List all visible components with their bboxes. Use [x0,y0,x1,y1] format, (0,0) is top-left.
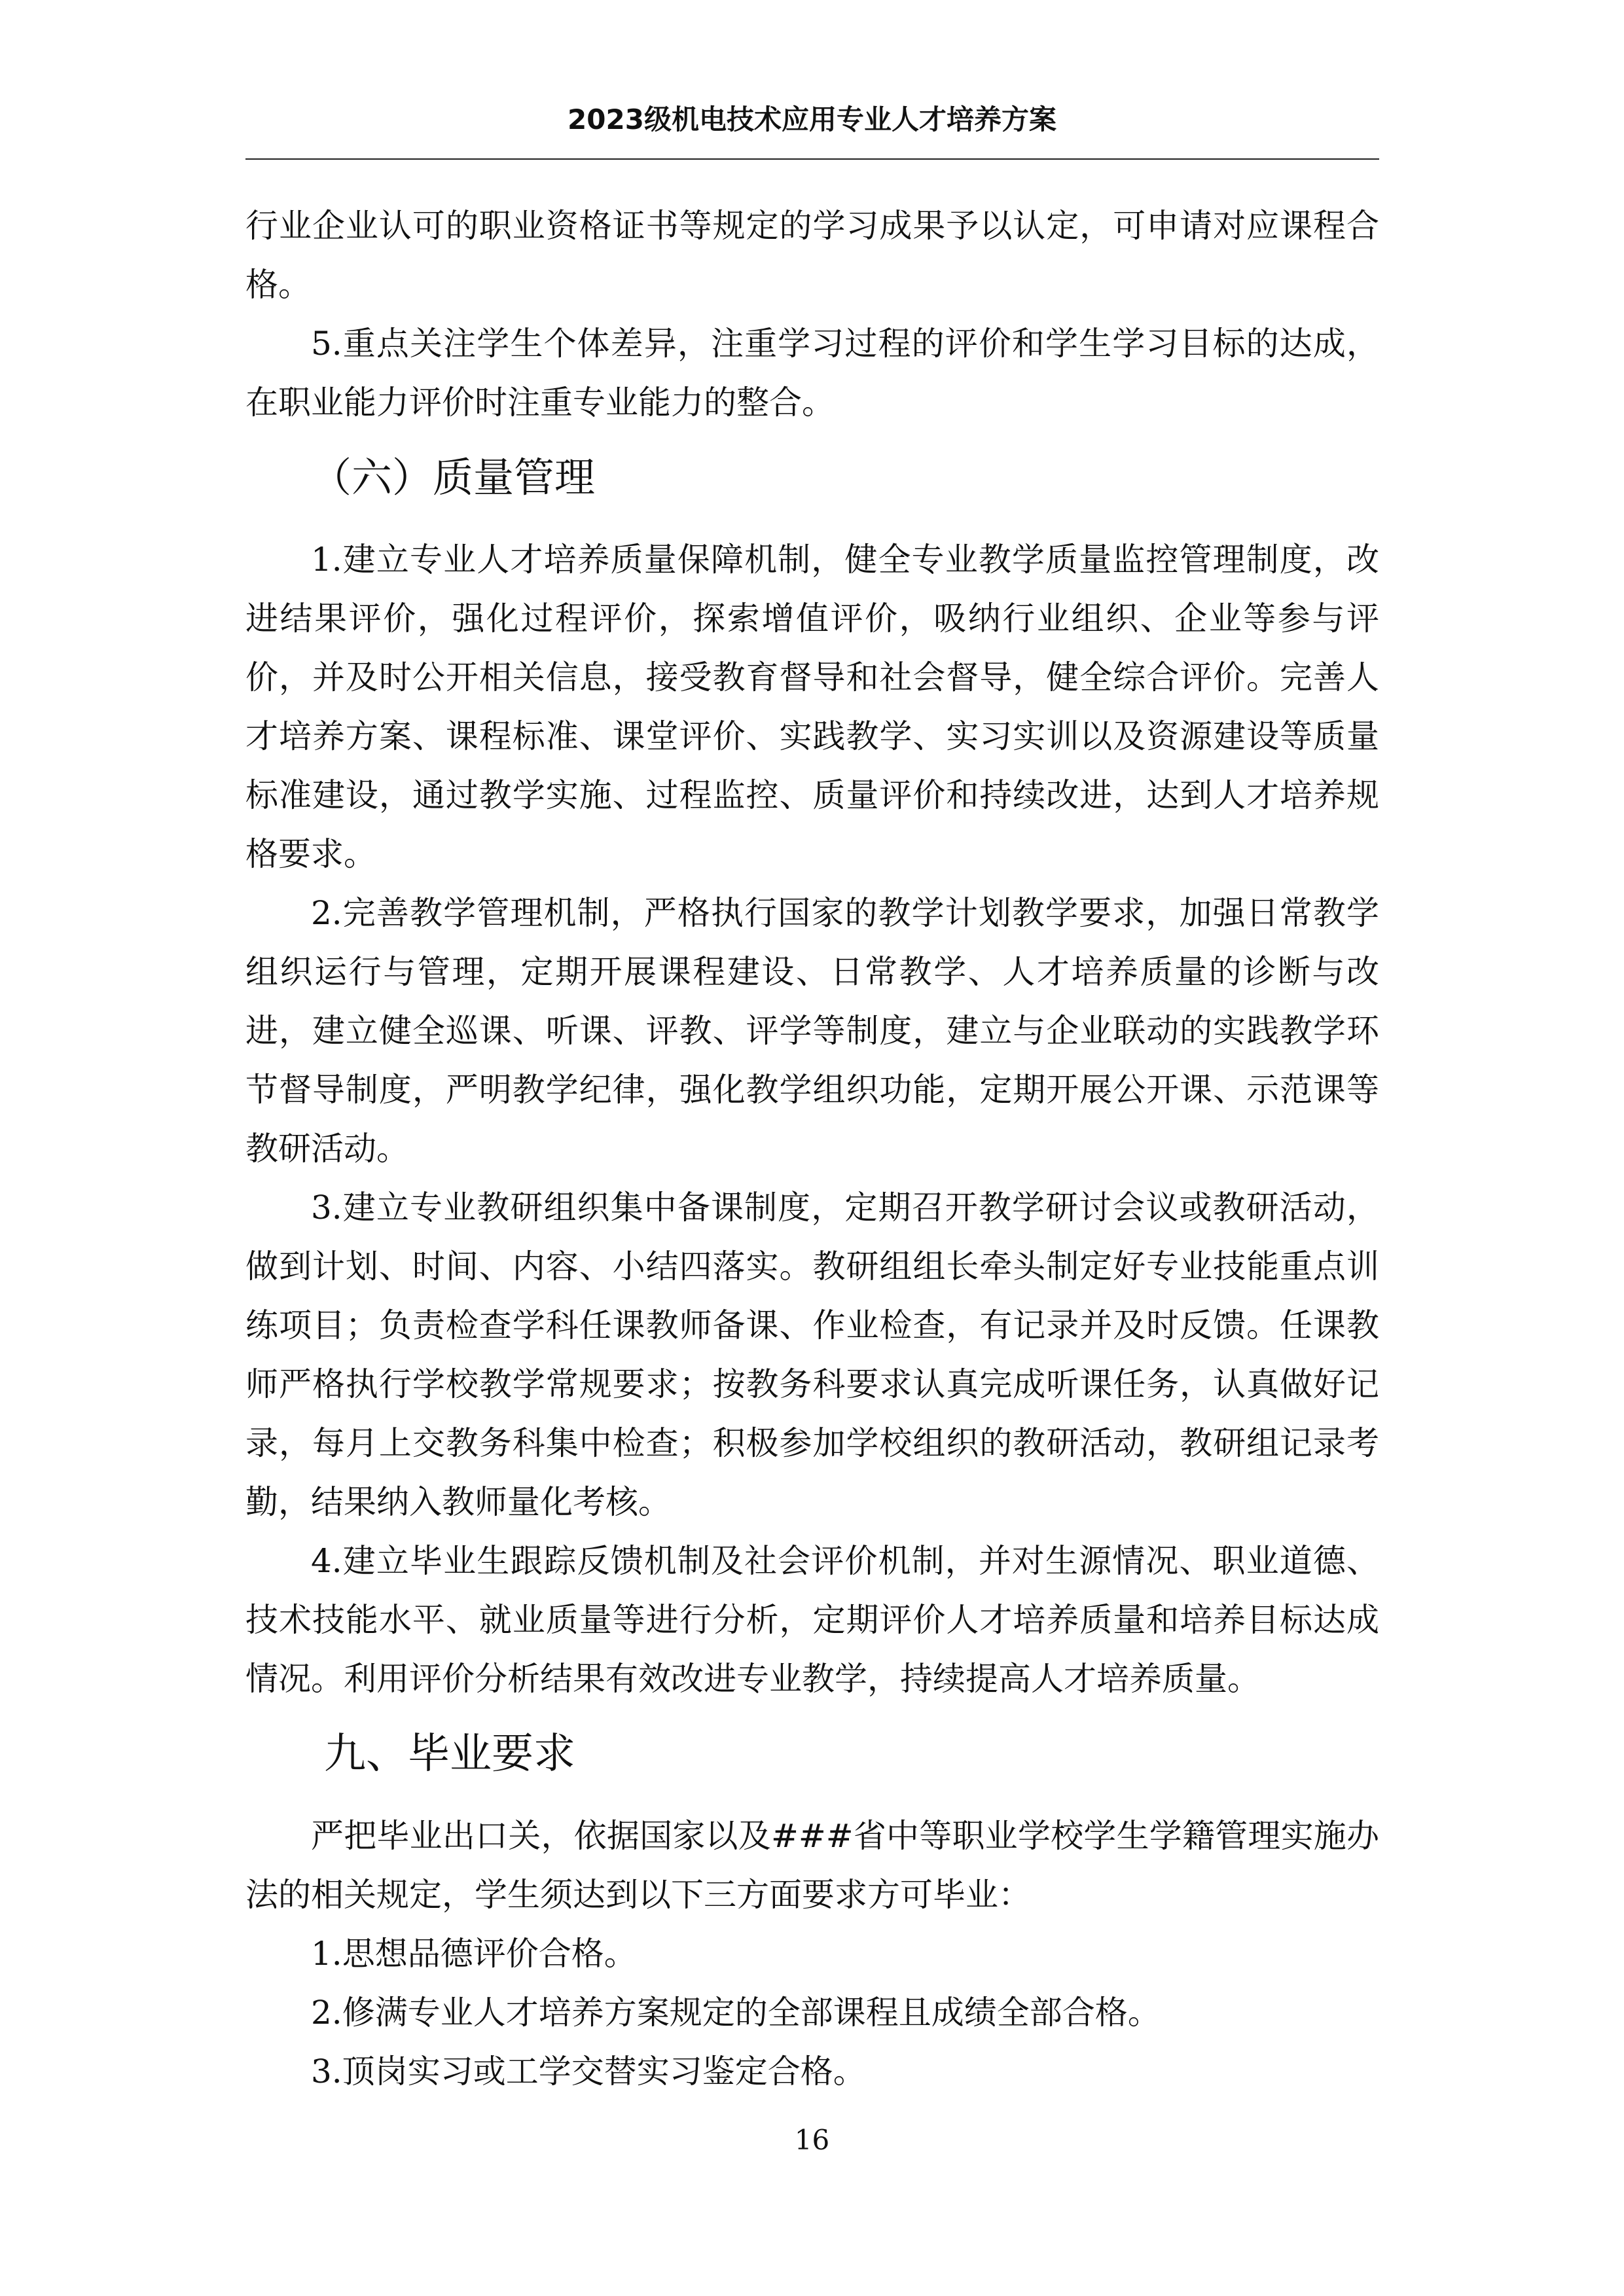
paragraph-intro-2: 5.重点关注学生个体差异，注重学习过程的评价和学生学习目标的达成，在职业能力评价时注重专业能力的整合。 [245,325,1379,422]
paragraph-graduation-intro: 严把毕业出口关，依据国家以及###省中等职业学校学生学籍管理实施办法的相关规定，学生须达到以下三方面要求方可毕业： [245,1817,1379,1914]
section-heading-graduation: 九、毕业要求 [324,1730,575,1778]
paragraph-quality-2: 2.完善教学管理机制，严格执行国家的教学计划教学要求，加强日常教学组织运行与管理，定期开展课程建设、日常教学、人才培养质量的诊断与改进，建立健全巡课、听课、评教、评学等制度，建立与企业联动的实践教学环节督导制度，严明教学纪律，强化教学组织功能，定期开展公开课、示范课等教研活动。 [245,894,1379,1168]
page-number: 16 [794,2124,830,2156]
graduation-item: 2.修满专业人才培养方案规定的全部课程且成绩全部合格。 [311,1994,1161,2032]
paragraph-quality-1: 1.建立专业人才培养质量保障机制，健全专业教学质量监控管理制度，改进结果评价，强化过程评价，探索增值评价，吸纳行业组织、企业等参与评价，并及时公开相关信息，接受教育督导和社会督导，健全综合评价。完善人才培养方案、课程标准、课堂评价、实践教学、实习实训以及资源建设等质量标准建设，通过教学实施、过程监控、质量评价和持续改进，达到人才培养规格要求。 [245,541,1379,873]
section-heading-quality: （六）质量管理 [311,454,596,501]
paragraph-quality-4: 4.建立毕业生跟踪反馈机制及社会评价机制，并对生源情况、职业道德、技术技能水平、就业质量等进行分析，定期评价人才培养质量和培养目标达成情况。利用评价分析结果有效改进专业教学，持续提高人才培养质量。 [245,1542,1379,1698]
paragraph-quality-3: 3.建立专业教研组织集中备课制度，定期召开教学研讨会议或教研活动，做到计划、时间、内容、小结四落实。教研组组长牵头制定好专业技能重点训练项目；负责检查学科任课教师备课、作业检查，有记录并及时反馈。任课教师严格执行学校教学常规要求；按教务科要求认真完成听课任务，认真做好记录，每月上交教务科集中检查；积极参加学校组织的教研活动，教研组记录考勤，结果纳入教师量化考核。 [245,1189,1379,1521]
header-rule [245,158,1379,160]
graduation-item: 1.思想品德评价合格。 [311,1935,637,1973]
graduation-item: 3.顶岗实习或工学交替实习鉴定合格。 [311,2053,866,2090]
page-header-title: 2023级机电技术应用专业人才培养方案 [568,103,1056,135]
document-body [245,196,1379,2101]
paragraph-intro-1: 行业企业认可的职业资格证书等规定的学习成果予以认定，可申请对应课程合格。 [245,207,1379,304]
